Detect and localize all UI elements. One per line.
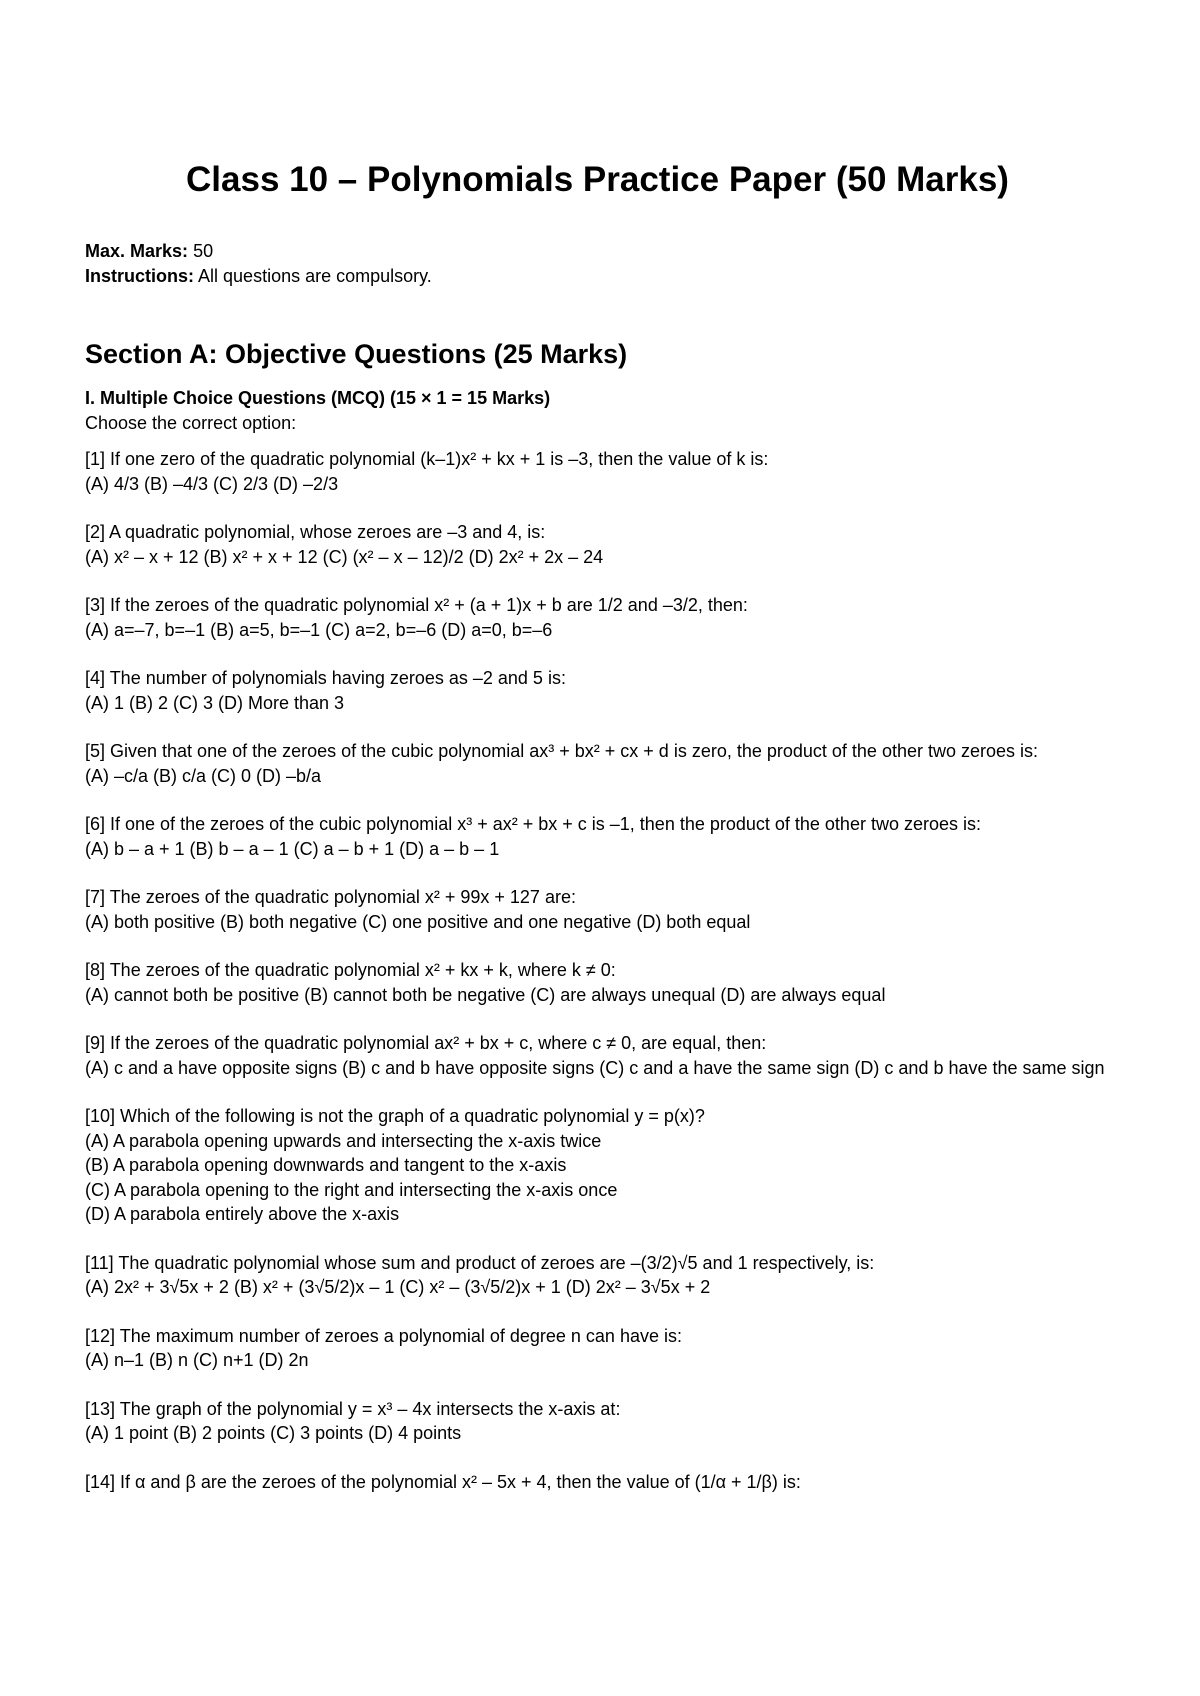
max-marks-label: Max. Marks: — [85, 241, 189, 261]
question-options: (A) x² – x + 12 (B) x² + x + 12 (C) (x² – x – 12)/2 (D) 2x² + 2x – 24 — [85, 546, 604, 567]
question-item — [85, 1397, 1125, 1446]
question-stem: [9] If the zeroes of the quadratic polynomial ax² + bx + c, where c ≠ 0, are equal, then: — [85, 1033, 767, 1053]
question-stem: [14] If α and β are the zeroes of the polynomial x² – 5x + 4, then the value of (1/α + 1/β) is: — [85, 1471, 801, 1492]
question-item — [85, 739, 1125, 788]
paper-title: Class 10 – Polynomials Practice Paper (50 Marks) — [186, 160, 1009, 199]
question-options: (A) A parabola opening upwards and intersecting the x-axis twice — [85, 1130, 602, 1151]
mcq-header — [85, 386, 550, 436]
question-item — [85, 812, 1125, 861]
question-list — [85, 447, 1125, 1518]
question-stem: [12] The maximum number of zeroes a polynomial of degree n can have is: — [85, 1325, 682, 1346]
question-stem: [5] Given that one of the zeroes of the cubic polynomial ax³ + bx² + cx + d is zero, the product of the other two zeroes is: — [85, 741, 1039, 761]
max-marks-value: 50 — [193, 241, 214, 261]
question-options: (B) A parabola opening downwards and tangent to the x-axis — [85, 1155, 567, 1175]
question-item — [85, 593, 1125, 642]
question-item — [85, 885, 1125, 934]
mcq-instruction: Choose the correct option: — [85, 413, 297, 433]
question-options: (D) A parabola entirely above the x-axis — [85, 1204, 400, 1224]
paper-meta — [85, 239, 432, 289]
question-options: (A) c and a have opposite signs (B) c and b have opposite signs (C) c and a have the same sign (D) c and b have the same sign — [85, 1057, 1105, 1078]
instructions-line — [85, 264, 432, 289]
question-options: (A) 1 (B) 2 (C) 3 (D) More than 3 — [85, 692, 345, 713]
question-item — [85, 520, 1125, 569]
question-item — [85, 1031, 1125, 1080]
section-a-title: Section A: Objective Questions (25 Marks) — [85, 339, 628, 369]
question-item — [85, 1251, 1125, 1300]
question-options: (A) –c/a (B) c/a (C) 0 (D) –b/a — [85, 765, 322, 786]
instructions-value: All questions are compulsory. — [198, 266, 432, 286]
question-options: (A) n–1 (B) n (C) n+1 (D) 2n — [85, 1350, 309, 1370]
question-options: (A) a=–7, b=–1 (B) a=5, b=–1 (C) a=2, b=–6 (D) a=0, b=–6 — [85, 619, 553, 640]
question-item — [85, 666, 1125, 715]
question-item — [85, 958, 1125, 1007]
question-stem: [4] The number of polynomials having zeroes as –2 and 5 is: — [85, 668, 566, 688]
question-stem: [7] The zeroes of the quadratic polynomial x² + 99x + 127 are: — [85, 887, 576, 907]
question-stem: [3] If the zeroes of the quadratic polynomial x² + (a + 1)x + b are 1/2 and –3/2, then: — [85, 595, 748, 615]
question-options: (A) 1 point (B) 2 points (C) 3 points (D) 4 points — [85, 1423, 462, 1443]
question-options: (A) 2x² + 3√5x + 2 (B) x² + (3√5/2)x – 1 (C) x² – (3√5/2)x + 1 (D) 2x² – 3√5x + 2 — [85, 1277, 711, 1297]
question-options: (C) A parabola opening to the right and intersecting the x-axis once — [85, 1179, 618, 1200]
question-item — [85, 1324, 1125, 1373]
question-stem: [2] A quadratic polynomial, whose zeroes are –3 and 4, is: — [85, 522, 546, 542]
question-item — [85, 1470, 1125, 1495]
question-item — [85, 1104, 1125, 1227]
question-options: (A) cannot both be positive (B) cannot both be negative (C) are always unequal (D) are always equal — [85, 984, 886, 1005]
max-marks-line — [85, 239, 432, 264]
question-stem: [8] The zeroes of the quadratic polynomial x² + kx + k, where k ≠ 0: — [85, 960, 616, 980]
mcq-heading: I. Multiple Choice Questions (MCQ) (15 × 1 = 15 Marks) — [85, 388, 551, 408]
question-item — [85, 447, 1125, 496]
question-stem: [6] If one of the zeroes of the cubic polynomial x³ + ax² + bx + c is –1, then the product of the other two zeroes is: — [85, 814, 981, 834]
question-options: (A) 4/3 (B) –4/3 (C) 2/3 (D) –2/3 — [85, 473, 339, 494]
instructions-label: Instructions: — [85, 266, 195, 286]
question-stem: [13] The graph of the polynomial y = x³ – 4x intersects the x-axis at: — [85, 1398, 621, 1419]
question-stem: [1] If one zero of the quadratic polynomial (k–1)x² + kx + 1 is –3, then the value of k is: — [85, 449, 769, 469]
question-options: (A) b – a + 1 (B) b – a – 1 (C) a – b + 1 (D) a – b – 1 — [85, 838, 500, 859]
question-options: (A) both positive (B) both negative (C) one positive and one negative (D) both equal — [85, 911, 751, 932]
question-stem: [10] Which of the following is not the graph of a quadratic polynomial y = p(x)? — [85, 1106, 705, 1126]
question-stem: [11] The quadratic polynomial whose sum and product of zeroes are –(3/2)√5 and 1 respectively, is: — [85, 1252, 875, 1273]
